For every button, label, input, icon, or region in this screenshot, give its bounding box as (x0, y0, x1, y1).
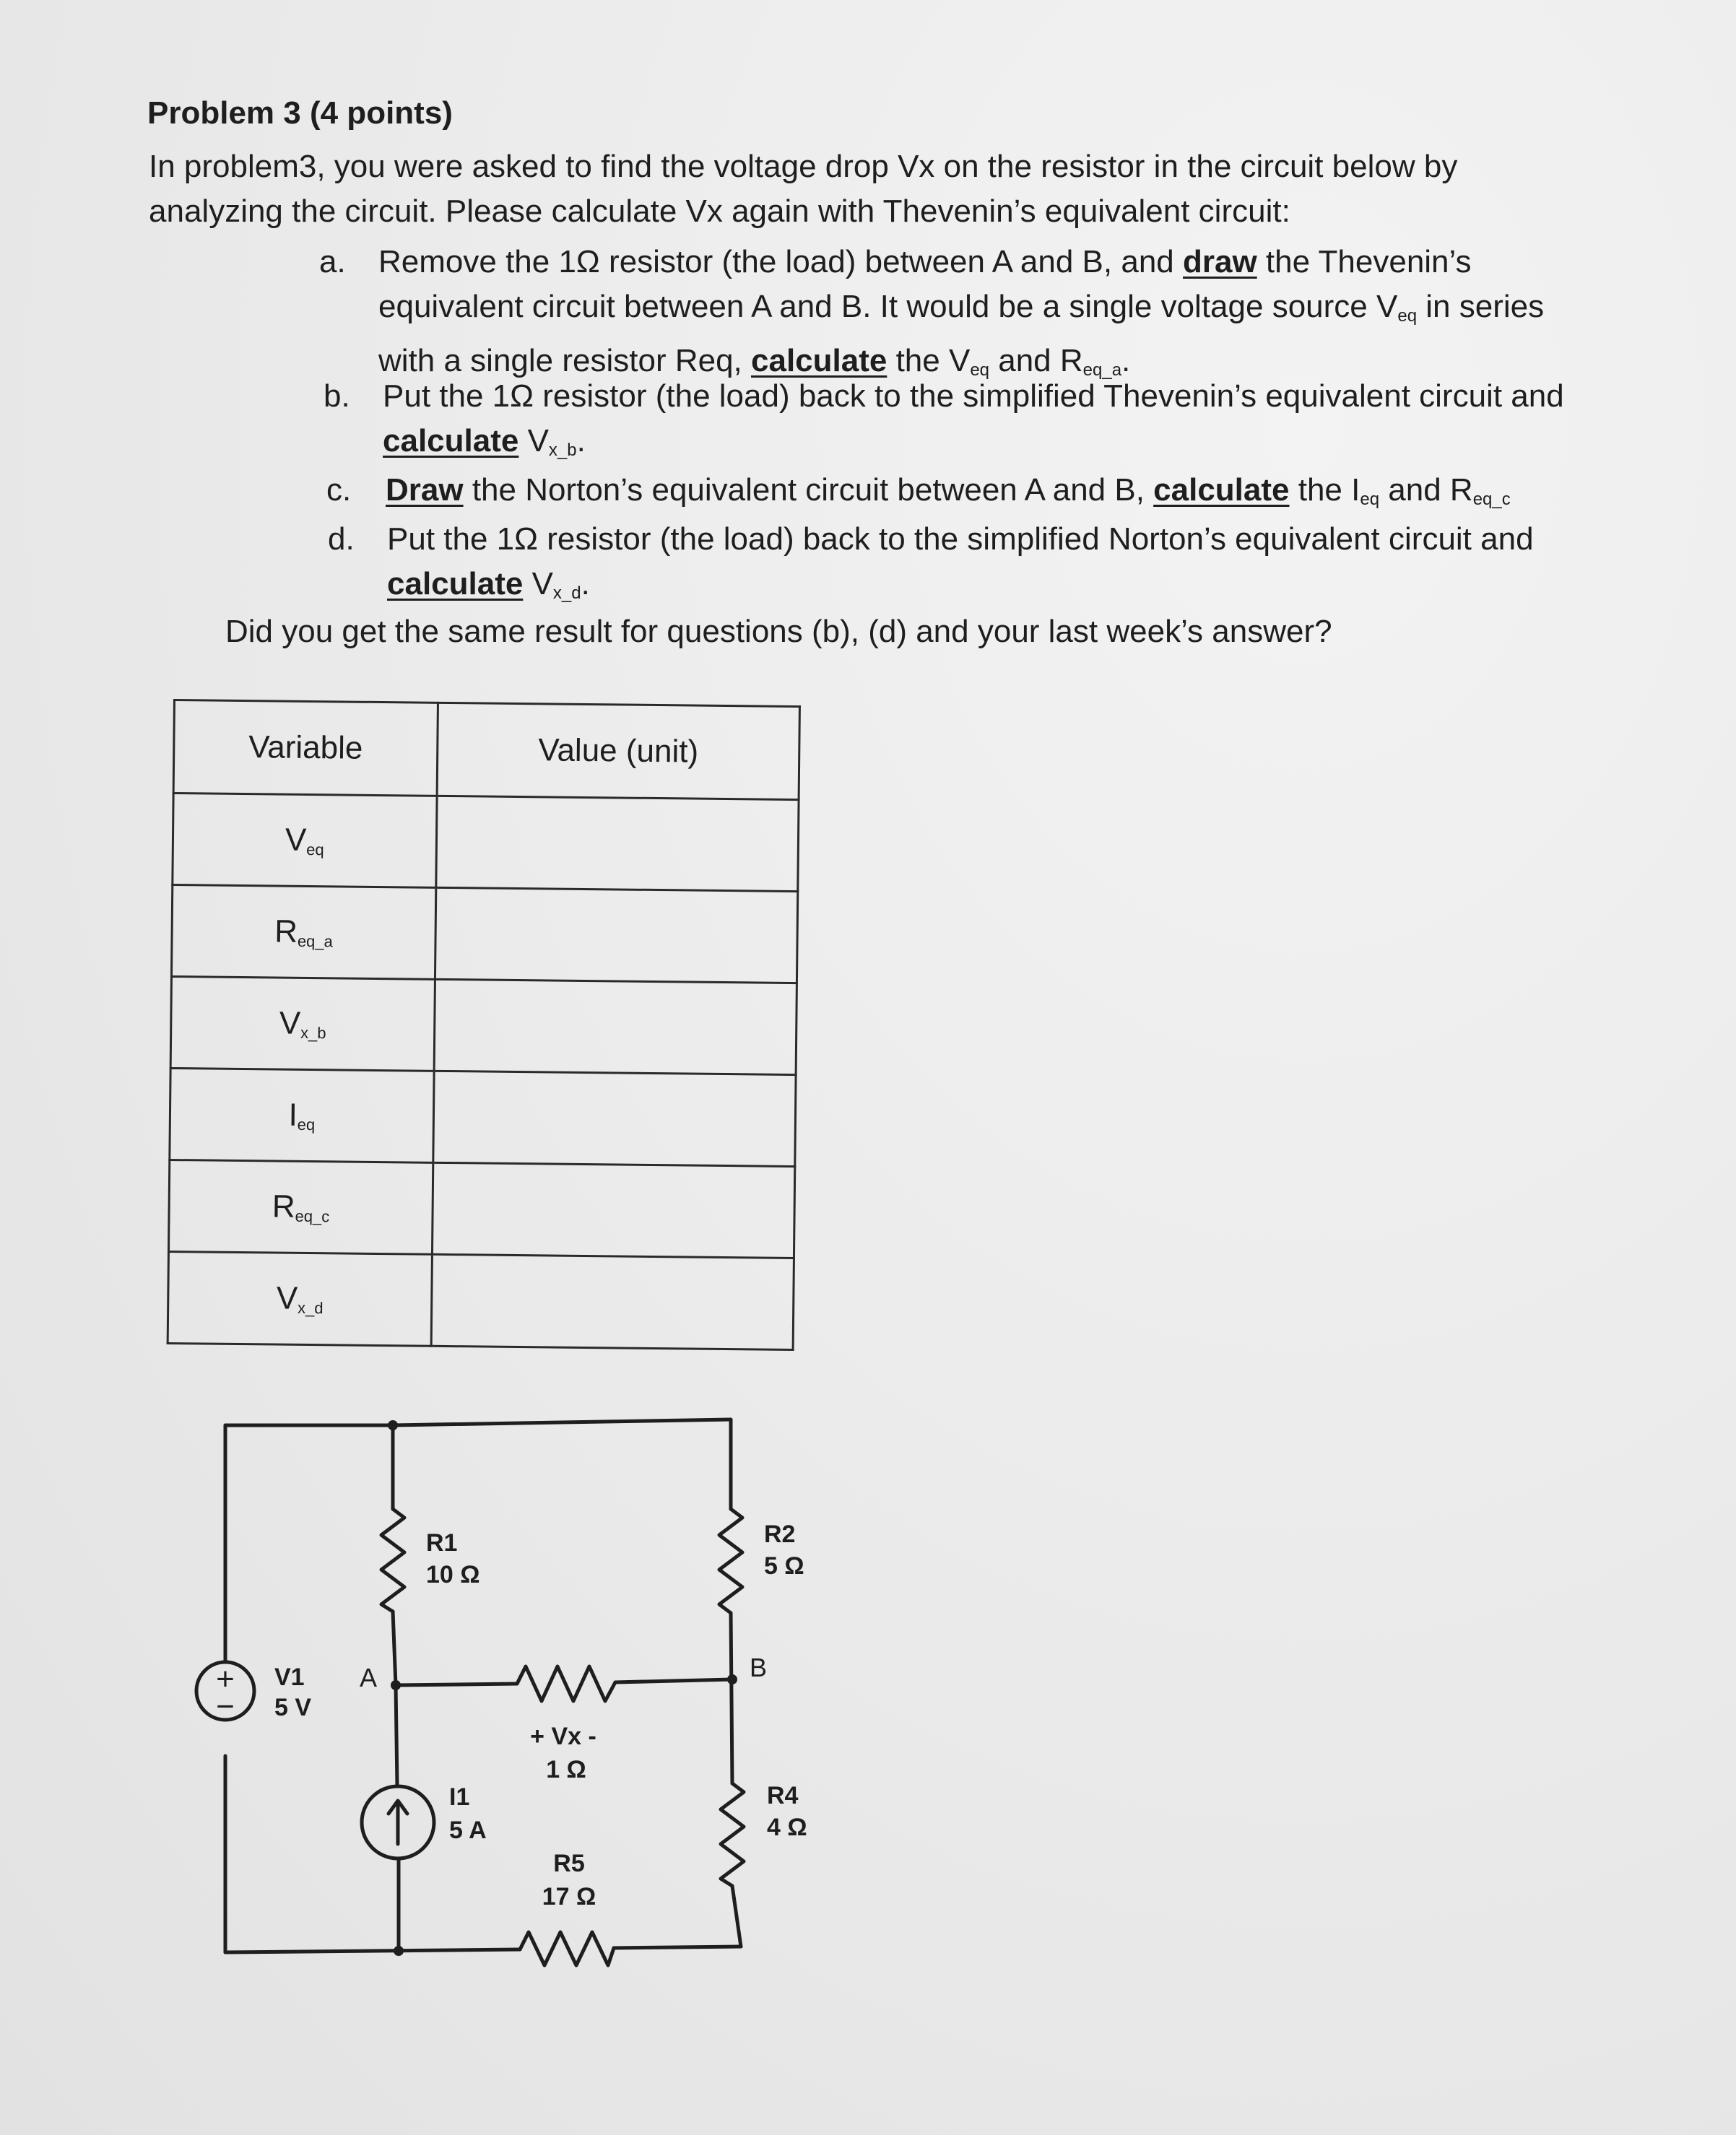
task-a: a. Remove the 1Ω resistor (the load) between A and B, and draw the Thevenin’s equivalent circuit between A and B. It would be a single voltage source $V_{eq}$ in series with a single resistor Req, calculate the $V_{eq}$ and $R_{eq\_a}$. (378, 240, 1548, 393)
wire-load-to-b (615, 1679, 732, 1682)
resistor-r5 (520, 1932, 614, 1965)
load-value-label: 1 Ω (546, 1756, 586, 1783)
task-letter: b. (324, 378, 350, 414)
wire-bottom-left (225, 1949, 520, 1952)
wire-r4-bottom (732, 1886, 741, 1947)
junction-dot (394, 1946, 404, 1956)
wire-i1-top (396, 1685, 397, 1786)
task-letter: d. (328, 521, 355, 557)
variable-cell: $V_{x\_d}$ (168, 1251, 432, 1346)
task-c: c. Draw the Norton’s equivalent circuit between A and B, calculate the $I_{eq}$ and $R_{eq\_c}$ (386, 468, 1570, 522)
node-a-label: A (360, 1663, 378, 1692)
task-letter: c. (326, 472, 352, 508)
problem-intro: In problem3, you were asked to find the voltage drop Vx on the resistor in the circuit below by analyzing the circuit. Please calculate Vx again with Thevenin’s equivalent circuit: (149, 149, 1458, 229)
r1-name-label: R1 (426, 1529, 458, 1557)
wire-r2-r4 (731, 1613, 732, 1783)
wire-bottom-right (614, 1947, 741, 1948)
table-header-value: Value (unit) (437, 703, 799, 799)
keyword-calculate: calculate (1153, 472, 1290, 508)
v1-plus-sign: + (216, 1661, 235, 1697)
variable-cell: $V_{eq}$ (173, 793, 437, 888)
v1-minus-sign: − (216, 1689, 235, 1724)
r4-value-label: 4 Ω (767, 1814, 807, 1841)
task-b: b. Put the 1Ω resistor (the load) back to the simplified Thevenin’s equivalent circuit and calculate $V_{x\_b}$. (383, 374, 1567, 473)
wire-top (393, 1419, 731, 1425)
v1-name-label: V1 (274, 1664, 305, 1691)
keyword-calculate: calculate (387, 566, 524, 601)
wire-r1-bottom (393, 1612, 396, 1685)
i1-name-label: I1 (449, 1783, 470, 1811)
i1-value-label: 5 A (449, 1817, 487, 1844)
r5-name-label: R5 (553, 1850, 585, 1877)
variable-cell: $V_{x\_b}$ (170, 976, 435, 1071)
r1-value-label: 10 Ω (426, 1561, 480, 1588)
resistor-r4 (721, 1783, 744, 1886)
resistor-r1 (381, 1509, 404, 1612)
load-polarity-label: + Vx - (530, 1723, 596, 1750)
keyword-calculate: calculate (751, 343, 887, 378)
variable-cell: $R_{eq\_a}$ (171, 885, 435, 980)
variable-cell: $R_{eq\_c}$ (168, 1160, 433, 1254)
junction-dot (727, 1674, 737, 1684)
variable-cell: $I_{eq}$ (170, 1068, 434, 1162)
task-letter: a. (319, 244, 346, 279)
resistor-r2 (719, 1509, 742, 1613)
r2-value-label: 5 Ω (764, 1552, 804, 1580)
wire-a-to-load (396, 1684, 517, 1685)
problem-title: Problem 3 (4 points) (147, 95, 453, 131)
v1-value-label: 5 V (274, 1694, 312, 1721)
junction-dot (388, 1420, 398, 1430)
keyword-calculate: calculate (383, 423, 519, 458)
r2-name-label: R2 (764, 1521, 796, 1548)
keyword-draw: Draw (386, 472, 464, 508)
closing-question: Did you get the same result for questions (b), (d) and your last week’s answer? (225, 614, 1332, 649)
junction-dot (391, 1680, 401, 1690)
r4-name-label: R4 (767, 1782, 799, 1809)
task-d: d. Put the 1Ω resistor (the load) back to the simplified Norton’s equivalent circuit and calculate $V_{x\_d}$. (387, 517, 1557, 616)
resistor-load (517, 1666, 615, 1701)
node-b-label: B (750, 1653, 768, 1682)
table-header-variable: Variable (173, 700, 438, 796)
r5-value-label: 17 Ω (542, 1883, 596, 1910)
keyword-draw: draw (1183, 244, 1257, 279)
